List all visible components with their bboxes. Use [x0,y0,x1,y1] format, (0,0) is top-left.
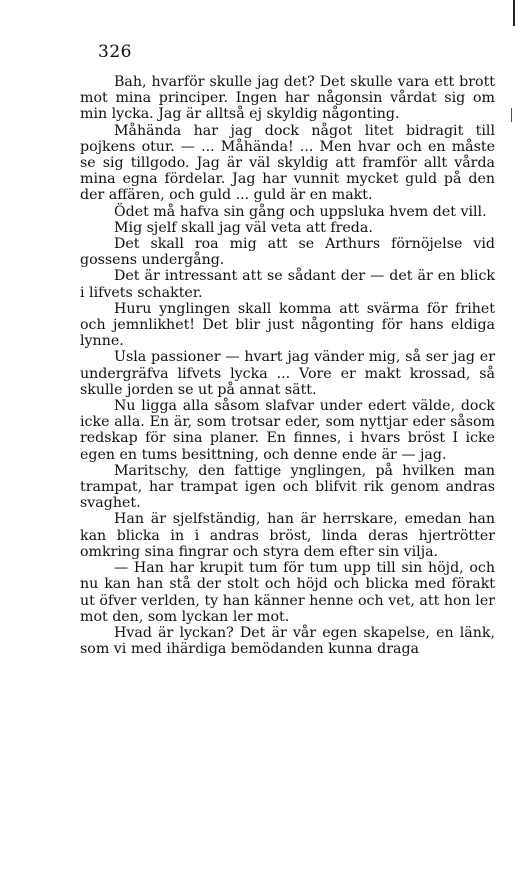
paragraph: Maritschy, den fattige ynglingen, på hvilken man trampat, har trampat igen och blifvit rik genom andras svaghet. [80,462,495,512]
page-edge-mark [513,0,515,26]
paragraph: Usla passioner — hvart jag vänder mig, så ser jag er undergräfva lifvets lycka ... Vore er makt krossad, så skulle jorden se ut på annat sätt. [80,349,495,398]
page-edge-mark-small [511,108,512,122]
paragraph: Måhända har jag dock något litet bidragit till pojkens otur. — ... Måhända! ... Men hvar och en måste se sig tillgodo. Jag är väl skyldig att framför allt vårda mina egna fördelar. Jag har vunnit mycket guld på den der affären, och guld ... guld är en makt. [80,122,495,204]
body-text [80,74,495,657]
paragraph: Huru ynglingen skall komma att svärma för frihet och jemnlikhet! Det blir just någonting för hans eldiga lynne. [80,300,495,350]
paragraph: Det skall roa mig att se Arthurs förnöjelse vid gossens undergång. [80,236,495,269]
paragraph: Ödet må hafva sin gång och uppsluka hvem det vill. [114,203,487,220]
paragraph: Bah, hvarför skulle jag det? Det skulle vara ett brott mot mina principer. Ingen har någonsin vårdat sig om min lycka. Jag är alltså ej skyldig någonting. [80,74,495,123]
paragraph: Mig sjelf skall jag väl veta att freda. [114,219,373,236]
paragraph: Det är intressant att se sådant der — det är en blick i lifvets schakter. [80,268,495,301]
page-number: 326 [98,42,132,62]
paragraph: — Han har krupit tum för tum upp till sin höjd, och nu kan han stå der stolt och höjd och blicka med förakt ut öfver verlden, ty han känner henne och vet, att hon ler mot den, som lyckan ler mot. [80,560,495,625]
paragraph: Hvad är lyckan? Det är vår egen skapelse, en länk, som vi med ihärdiga bemödanden kunna draga [80,624,495,658]
paragraph: Nu ligga alla såsom slafvar under edert välde, dock icke alla. En är, som trotsar eder, som nyttjar eder såsom redskap för sina planer. En finnes, i hvars bröst I icke egen en tums besittning, och denne ende är — jag. [80,398,495,463]
paragraph: Han är sjelfständig, han är herrskare, emedan han kan blicka in i andras bröst, linda deras hjertrötter omkring sina fingrar och styra dem efter sin vilja. [80,511,495,560]
